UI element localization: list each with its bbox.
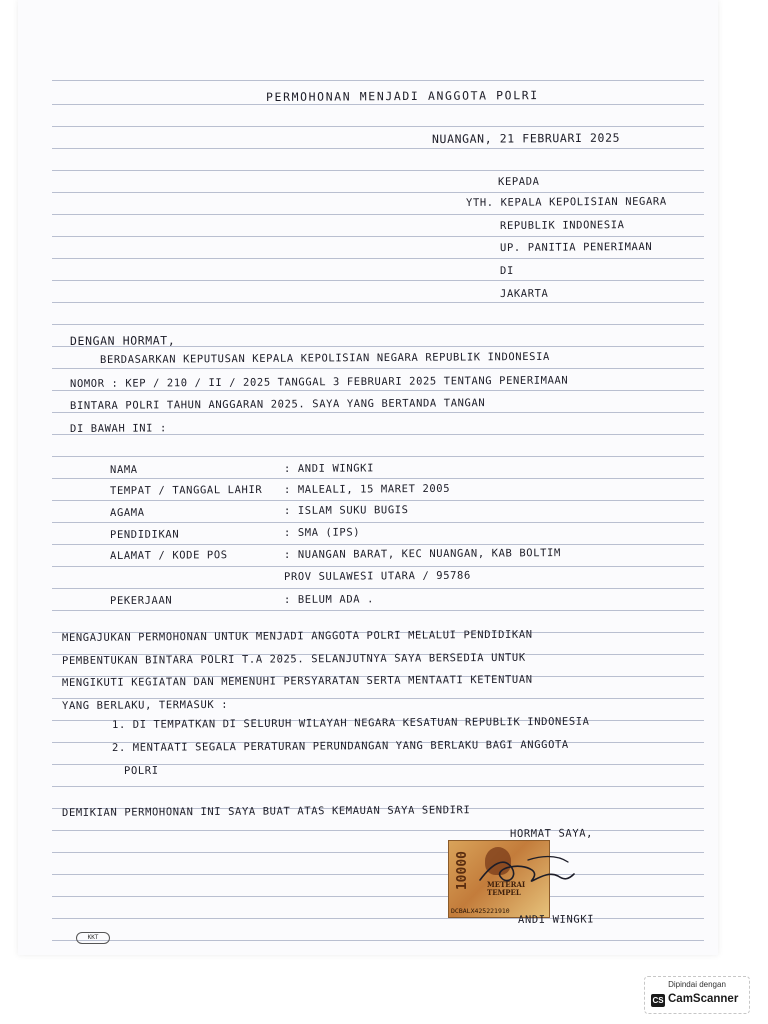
point-line: 2. MENTAATI SEGALA PERATURAN PERUNDANGAN YANG BERLAKU BAGI ANGGOTA: [111, 738, 569, 754]
recipient-line-5: JAKARTA: [499, 287, 549, 300]
recipient-line-3: UP. PANITIA PENERIMAAN: [499, 240, 653, 254]
ruled-line: [52, 214, 704, 215]
point-line: 1. DI TEMPATKAN DI SELURUH WILAYAH NEGARA KESATUAN REPUBLIK INDONESIA: [111, 715, 590, 731]
stamp-label-1: METERAI: [487, 880, 526, 889]
identity-label: AGAMA: [109, 506, 145, 519]
identity-value: : ANDI WINGKI: [283, 462, 375, 475]
body-line: YANG BERLAKU, TERMASUK :: [61, 698, 229, 712]
ruled-line: [52, 786, 704, 787]
identity-value: : MALEALI, 15 MARET 2005: [283, 482, 451, 496]
ruled-line: [52, 500, 704, 501]
identity-value: PROV SULAWESI UTARA / 95786: [283, 569, 471, 583]
stamp-value: 10000: [455, 851, 470, 891]
recipient-line-1: YTH. KEPALA KEPOLISIAN NEGARA: [465, 195, 667, 209]
closing-line: DEMIKIAN PERMOHONAN INI SAYA BUAT ATAS KEMAUAN SAYA SENDIRI: [61, 804, 471, 819]
ruled-line: [52, 170, 704, 171]
signature-icon: [470, 846, 580, 896]
intro-line: NOMOR : KEP / 210 / II / 2025 TANGGAL 3 FEBRUARI 2025 TENTANG PENERIMAAN: [69, 374, 569, 390]
ruled-line: [52, 830, 704, 831]
ruled-line: [52, 192, 704, 193]
identity-value: : NUANGAN BARAT, KEC NUANGAN, KAB BOLTIM: [283, 547, 561, 561]
signoff: HORMAT SAYA,: [509, 827, 594, 840]
identity-value: : BELUM ADA .: [283, 593, 375, 606]
ruled-line: [52, 368, 704, 369]
identity-label: NAMA: [109, 463, 138, 476]
recipient-line-4: DI: [499, 264, 514, 277]
ruled-line: [52, 126, 704, 127]
ruled-line: [52, 456, 704, 457]
ruled-line: [52, 478, 704, 479]
ruled-line: [52, 610, 704, 611]
stamp-label-2: TEMPEL: [487, 888, 521, 897]
body-line: PEMBENTUKAN BINTARA POLRI T.A 2025. SELANJUTNYA SAYA BERSEDIA UNTUK: [61, 651, 526, 667]
ruled-line: [52, 896, 704, 897]
stamp-serial: DCBALX425221910: [451, 907, 510, 915]
ruled-line: [52, 80, 704, 81]
ruled-line: [52, 324, 704, 325]
ruled-line: [52, 566, 704, 567]
recipient-kepada: KEPADA: [497, 175, 540, 188]
identity-label: ALAMAT / KODE POS: [109, 549, 228, 562]
intro-line: BERDASARKAN KEPUTUSAN KEPALA KEPOLISIAN NEGARA REPUBLIK INDONESIA: [99, 350, 550, 366]
ruled-line: [52, 236, 704, 237]
identity-label: PENDIDIKAN: [109, 528, 180, 541]
point-line: POLRI: [123, 764, 159, 777]
ruled-line: [52, 588, 704, 589]
ruled-line: [52, 544, 704, 545]
ruled-line: [52, 918, 704, 919]
ruled-line: [52, 104, 704, 105]
footer-mark: KKT: [76, 932, 110, 944]
ruled-line: [52, 302, 704, 303]
greeting: DENGAN HORMAT,: [69, 333, 176, 348]
body-line: MENGIKUTI KEGIATAN DAN MEMENUHI PERSYARATAN SERTA MENTAATI KETENTUAN: [61, 673, 533, 689]
ruled-line: [52, 390, 704, 391]
signer-name: ANDI WINGKI: [517, 913, 595, 926]
place-date: NUANGAN, 21 FEBRUARI 2025: [431, 130, 621, 146]
camscanner-watermark: [644, 976, 750, 1014]
ruled-line: [52, 148, 704, 149]
body-line: MENGAJUKAN PERMOHONAN UNTUK MENJADI ANGGOTA POLRI MELALUI PENDIDIKAN: [61, 628, 533, 644]
ruled-line: [52, 874, 704, 875]
identity-value: : ISLAM SUKU BUGIS: [283, 504, 409, 517]
identity-value: : SMA (IPS): [283, 526, 361, 539]
ruled-line: [52, 522, 704, 523]
watermark-brand: CamScanner: [668, 993, 739, 1005]
camscanner-logo-icon: CS: [652, 996, 664, 1005]
letter-title: PERMOHONAN MENJADI ANGGOTA POLRI: [265, 88, 539, 104]
ruled-line: [52, 940, 704, 941]
intro-line: BINTARA POLRI TAHUN ANGGARAN 2025. SAYA YANG BERTANDA TANGAN: [69, 397, 486, 412]
ruled-line: [52, 258, 704, 259]
recipient-line-2: REPUBLIK INDONESIA: [499, 219, 625, 232]
ruled-line: [52, 280, 704, 281]
identity-label: TEMPAT / TANGGAL LAHIR: [109, 483, 263, 497]
identity-label: PEKERJAAN: [109, 594, 173, 607]
watermark-caption: Dipindai dengan: [668, 980, 726, 989]
intro-line: DI BAWAH INI :: [69, 422, 167, 435]
ruled-line: [52, 852, 704, 853]
ruled-line: [52, 412, 704, 413]
